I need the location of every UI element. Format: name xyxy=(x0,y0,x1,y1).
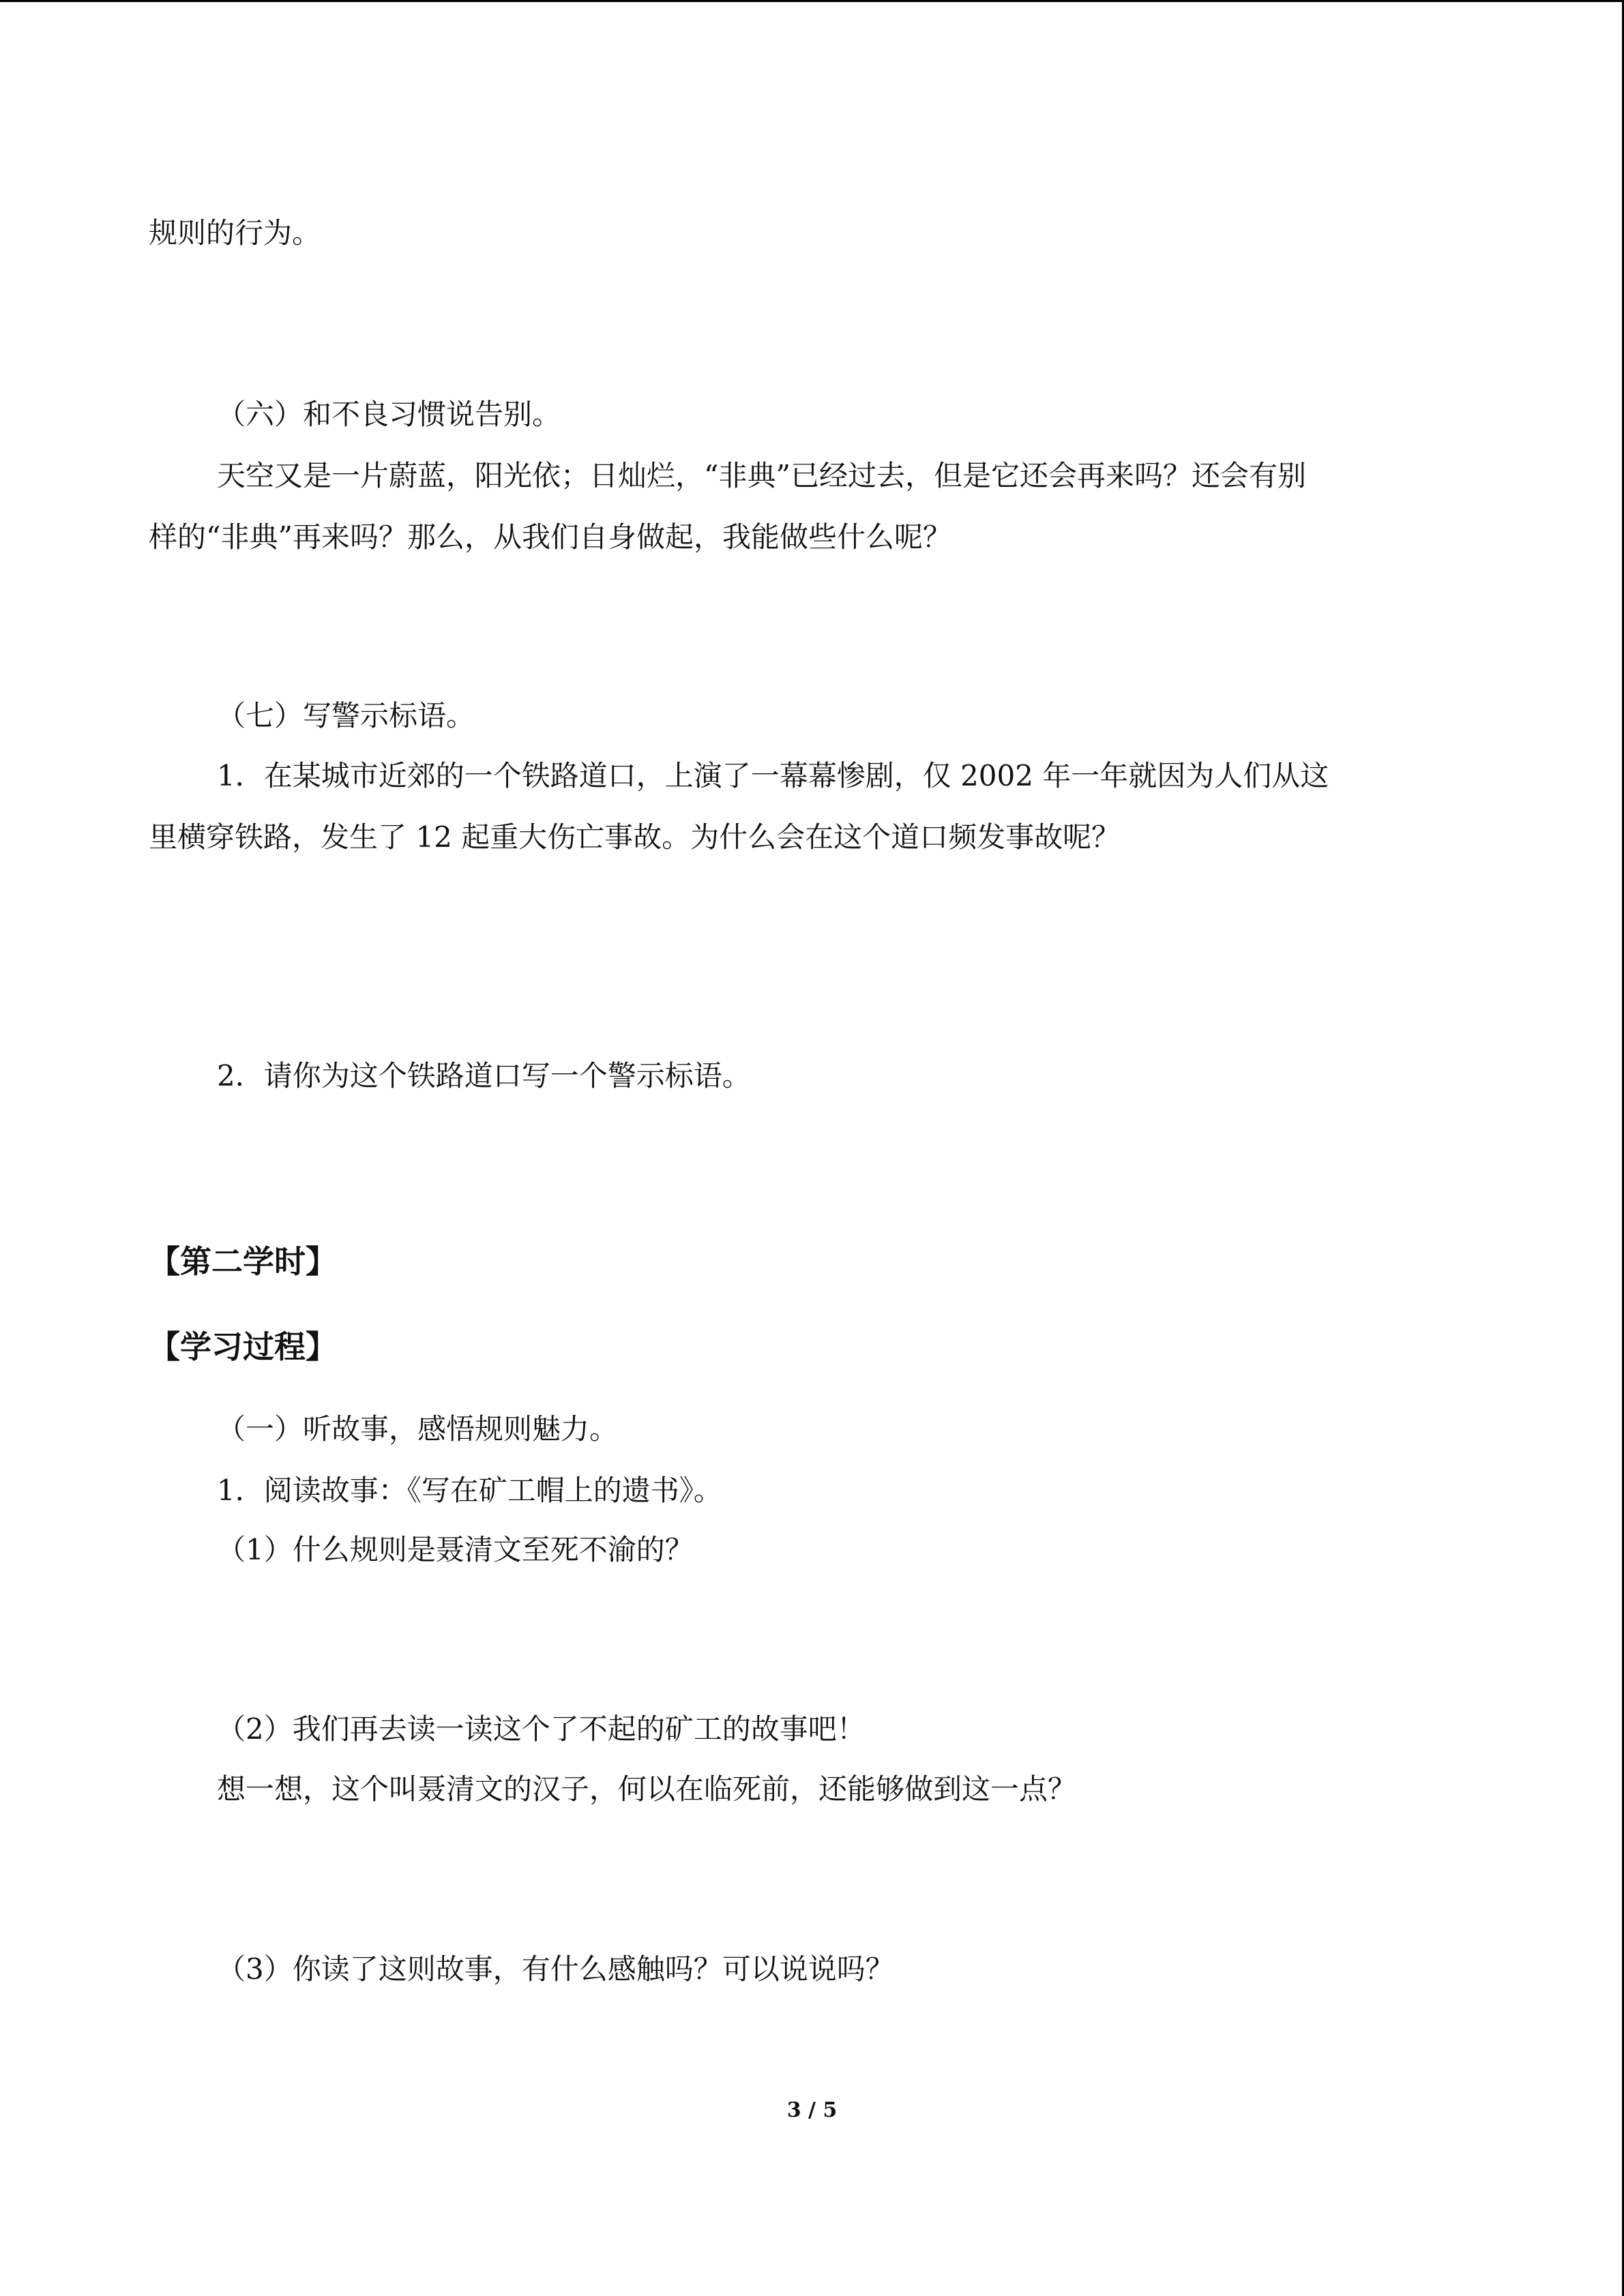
question-one: （1）什么规则是聂清文至死不渝的？ xyxy=(217,1533,694,1566)
question-railway-line-1: 1．在某城市近郊的一个铁路道口，上演了一幕幕惨剧，仅 2002 年一年就因为人们从这 xyxy=(217,759,1329,792)
question-railway-line-2: 里横穿铁路，发生了 12 起重大伤亡事故。为什么会在这个道口频发事故呢？ xyxy=(149,820,1121,854)
page-number: 3 / 5 xyxy=(786,2098,838,2122)
section-six-title: （六）和不良习惯说告别。 xyxy=(217,398,561,431)
paragraph-sars-line-2: 样的“非典”再来吗？那么，从我们自身做起，我能做些什么呢？ xyxy=(149,520,951,554)
section-one-title: （一）听故事，感悟规则魅力。 xyxy=(217,1412,619,1446)
heading-second-lesson: 【第二学时】 xyxy=(149,1243,337,1280)
page-top-border xyxy=(0,0,1624,2)
question-three: （3）你读了这则故事，有什么感触吗？可以说说吗？ xyxy=(217,1952,894,1986)
question-two-prompt: 想一想，这个叫聂清文的汉子，何以在临死前，还能够做到这一点？ xyxy=(217,1772,1077,1806)
section-seven-title: （七）写警示标语。 xyxy=(217,699,475,732)
paragraph-sars-line-1: 天空又是一片蔚蓝，阳光依；日灿烂，“非典”已经过去，但是它还会再来吗？还会有别 xyxy=(217,459,1306,492)
question-warning-slogan: 2．请你为这个铁路道口写一个警示标语。 xyxy=(217,1059,751,1092)
question-two: （2）我们再去读一读这个了不起的矿工的故事吧！ xyxy=(217,1712,866,1746)
heading-learning-process: 【学习过程】 xyxy=(149,1328,337,1365)
reading-story-item: 1．阅读故事：《写在矿工帽上的遗书》。 xyxy=(217,1474,722,1507)
paragraph-rules-behavior: 规则的行为。 xyxy=(149,216,321,250)
